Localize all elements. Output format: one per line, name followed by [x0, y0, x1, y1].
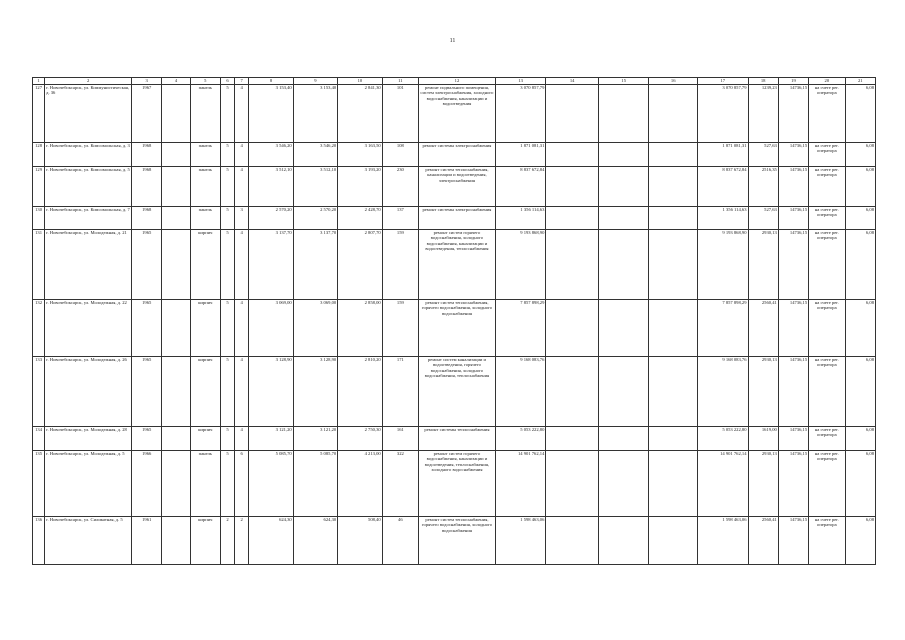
empty-cell: [649, 427, 698, 451]
empty-cell: [598, 300, 649, 357]
empty-cell: [546, 85, 599, 143]
year-cell: 1965: [132, 230, 162, 300]
page-number: 11: [449, 38, 456, 44]
area-cell: 3 121,20: [293, 427, 337, 451]
total-area-cell: 624,30: [249, 517, 293, 565]
floors-cell: 5: [220, 207, 234, 230]
area-cell: 3 128,90: [293, 357, 337, 427]
cost-cell: 1 356 114,63: [495, 207, 546, 230]
column-number-cell: 15: [598, 78, 649, 85]
table-row: [33, 207, 876, 230]
area-cell: 2 570,20: [293, 207, 337, 230]
work-type-cell: ремонт систем горячего водоснабжения, канализации и водоотведения, теплоснабжения, холодного водоснабжения: [419, 451, 496, 517]
column-number-cell: 12: [419, 78, 496, 85]
empty-cell: [162, 300, 190, 357]
column-number-cell: 10: [338, 78, 382, 85]
living-area-cell: 4 213,00: [338, 451, 382, 517]
entrances-cell: 4: [235, 357, 249, 427]
column-number-row: [33, 78, 876, 85]
entrances-cell: 4: [235, 230, 249, 300]
work-type-cell: ремонт систем канализации и водоотведения, горячего водоснабжения, холодного водоснабжения, теплоснабжения: [419, 357, 496, 427]
fund-source-cell: на счете рег. оператора: [809, 517, 845, 565]
column-number-cell: 21: [845, 78, 876, 85]
residents-cell: 159: [382, 230, 418, 300]
entrances-cell: 2: [235, 517, 249, 565]
floors-cell: 5: [220, 85, 234, 143]
fund-source-cell: на счете рег. оператора: [809, 167, 845, 207]
limit-cost-cell: 14736,15: [778, 85, 808, 143]
cost-cell: 7 857 898,29: [495, 300, 546, 357]
column-number-cell: 5: [190, 78, 220, 85]
entrances-cell: 4: [235, 85, 249, 143]
wall-material-cell: кирпич: [190, 357, 220, 427]
floors-cell: 5: [220, 451, 234, 517]
unit-cost-cell: 2930,13: [748, 357, 778, 427]
unit-cost-cell: 1619,00: [748, 427, 778, 451]
table-row: [33, 451, 876, 517]
residents-cell: 171: [382, 357, 418, 427]
empty-cell: [649, 207, 698, 230]
wall-material-cell: панель: [190, 167, 220, 207]
wall-material-cell: панель: [190, 85, 220, 143]
residents-cell: 108: [382, 143, 418, 167]
deadline-cell: 6,08: [845, 357, 876, 427]
unit-cost-cell: 527,63: [748, 143, 778, 167]
empty-cell: [598, 167, 649, 207]
empty-cell: [598, 143, 649, 167]
year-cell: 1967: [132, 85, 162, 143]
empty-cell: [649, 300, 698, 357]
unit-cost-cell: 2560,41: [748, 300, 778, 357]
owner-funds-cell: 1 356 114,63: [697, 207, 748, 230]
empty-cell: [546, 517, 599, 565]
table-row: [33, 517, 876, 565]
row-number-cell: 135: [33, 451, 45, 517]
deadline-cell: 6,08: [845, 207, 876, 230]
empty-cell: [598, 85, 649, 143]
limit-cost-cell: 14736,15: [778, 427, 808, 451]
row-number-cell: 132: [33, 300, 45, 357]
empty-cell: [598, 230, 649, 300]
total-area-cell: 5 085,70: [249, 451, 293, 517]
total-area-cell: 3 137,70: [249, 230, 293, 300]
unit-cost-cell: 2560,41: [748, 517, 778, 565]
year-cell: 1961: [132, 517, 162, 565]
fund-source-cell: на счете рег. оператора: [809, 451, 845, 517]
address-cell: г. Новочебоксарск, ул. Силикатная, д. 5: [45, 517, 132, 565]
entrances-cell: 4: [235, 167, 249, 207]
deadline-cell: 6,08: [845, 85, 876, 143]
work-type-cell: ремонт подвального помещения, систем электроснабжения, холодного водоснабжения, канализации и водоотведения: [419, 85, 496, 143]
fund-source-cell: на счете рег. оператора: [809, 427, 845, 451]
cost-cell: 9 168 083,76: [495, 357, 546, 427]
residents-cell: 161: [382, 427, 418, 451]
column-number-cell: 13: [495, 78, 546, 85]
residents-cell: 230: [382, 167, 418, 207]
total-area-cell: 3 121,20: [249, 427, 293, 451]
total-area-cell: 3 546,20: [249, 143, 293, 167]
wall-material-cell: кирпич: [190, 230, 220, 300]
empty-cell: [598, 517, 649, 565]
owner-funds-cell: 8 837 672,84: [697, 167, 748, 207]
table-row: [33, 300, 876, 357]
work-type-cell: ремонт систем теплоснабжения, канализации и водоотведения, электроснабжения: [419, 167, 496, 207]
table-row: [33, 167, 876, 207]
entrances-cell: 4: [235, 427, 249, 451]
work-type-cell: ремонт систем теплоснабжения, горячего водоснабжения, холодного водоснабжения: [419, 300, 496, 357]
total-area-cell: 2 570,20: [249, 207, 293, 230]
entrances-cell: 4: [235, 300, 249, 357]
living-area-cell: 2 750,30: [338, 427, 382, 451]
work-type-cell: ремонт систем горячего водоснабжения, холодного водоснабжения, канализации и водоотведения, теплоснабжения: [419, 230, 496, 300]
wall-material-cell: панель: [190, 143, 220, 167]
owner-funds-cell: 1 598 463,06: [697, 517, 748, 565]
row-number-cell: 127: [33, 85, 45, 143]
deadline-cell: 6,08: [845, 427, 876, 451]
column-number-cell: 14: [546, 78, 599, 85]
empty-cell: [162, 451, 190, 517]
row-number-cell: 128: [33, 143, 45, 167]
table-row: [33, 230, 876, 300]
owner-funds-cell: 14 901 762,14: [697, 451, 748, 517]
empty-cell: [649, 85, 698, 143]
living-area-cell: 2 858,00: [338, 300, 382, 357]
column-number-cell: 1: [33, 78, 45, 85]
floors-cell: 5: [220, 167, 234, 207]
cost-cell: 1 598 463,06: [495, 517, 546, 565]
table-row: [33, 427, 876, 451]
column-number-cell: 3: [132, 78, 162, 85]
column-number-cell: 8: [249, 78, 293, 85]
floors-cell: 5: [220, 357, 234, 427]
wall-material-cell: панель: [190, 451, 220, 517]
year-cell: 1965: [132, 300, 162, 357]
limit-cost-cell: 14736,15: [778, 167, 808, 207]
year-cell: 1965: [132, 357, 162, 427]
empty-cell: [546, 143, 599, 167]
limit-cost-cell: 14736,15: [778, 207, 808, 230]
floors-cell: 5: [220, 300, 234, 357]
limit-cost-cell: 14736,15: [778, 300, 808, 357]
cost-cell: 3 070 857,79: [495, 85, 546, 143]
empty-cell: [546, 167, 599, 207]
fund-source-cell: на счете рег. оператора: [809, 207, 845, 230]
column-number-cell: 18: [748, 78, 778, 85]
empty-cell: [546, 300, 599, 357]
address-cell: г. Новочебоксарск, ул. Коммунистическая, д. 36: [45, 85, 132, 143]
fund-source-cell: на счете рег. оператора: [809, 300, 845, 357]
deadline-cell: 6,08: [845, 143, 876, 167]
living-area-cell: 2 810,20: [338, 357, 382, 427]
unit-cost-cell: 1239,23: [748, 85, 778, 143]
column-number-cell: 9: [293, 78, 337, 85]
column-number-cell: 7: [235, 78, 249, 85]
empty-cell: [598, 357, 649, 427]
wall-material-cell: панель: [190, 207, 220, 230]
column-number-cell: 16: [649, 78, 698, 85]
living-area-cell: 2 428,70: [338, 207, 382, 230]
residents-cell: 137: [382, 207, 418, 230]
cost-cell: 8 837 672,84: [495, 167, 546, 207]
owner-funds-cell: 3 070 857,79: [697, 85, 748, 143]
total-area-cell: 3 512,10: [249, 167, 293, 207]
wall-material-cell: кирпич: [190, 517, 220, 565]
empty-cell: [649, 357, 698, 427]
owner-funds-cell: 1 871 081,31: [697, 143, 748, 167]
empty-cell: [649, 451, 698, 517]
entrances-cell: 4: [235, 143, 249, 167]
area-cell: 624,30: [293, 517, 337, 565]
unit-cost-cell: 527,63: [748, 207, 778, 230]
empty-cell: [162, 230, 190, 300]
column-number-cell: 19: [778, 78, 808, 85]
entrances-cell: 6: [235, 451, 249, 517]
area-cell: 3 069,00: [293, 300, 337, 357]
limit-cost-cell: 14736,15: [778, 230, 808, 300]
fund-source-cell: на счете рег. оператора: [809, 143, 845, 167]
empty-cell: [649, 143, 698, 167]
empty-cell: [162, 207, 190, 230]
column-number-cell: 11: [382, 78, 418, 85]
floors-cell: 2: [220, 517, 234, 565]
year-cell: 1968: [132, 143, 162, 167]
area-cell: 3 153,40: [293, 85, 337, 143]
address-cell: г. Новочебоксарск, ул. Молодежная, д. 21: [45, 230, 132, 300]
area-cell: 5 085,70: [293, 451, 337, 517]
deadline-cell: 6,08: [845, 451, 876, 517]
owner-funds-cell: 9 193 868,90: [697, 230, 748, 300]
address-cell: г. Новочебоксарск, ул. Комсомольская, д. 5: [45, 167, 132, 207]
row-number-cell: 131: [33, 230, 45, 300]
empty-cell: [162, 517, 190, 565]
empty-cell: [546, 230, 599, 300]
residents-cell: 46: [382, 517, 418, 565]
floors-cell: 5: [220, 230, 234, 300]
table-row: [33, 143, 876, 167]
table-body: [33, 78, 876, 565]
living-area-cell: 2 807,70: [338, 230, 382, 300]
unit-cost-cell: 2930,13: [748, 451, 778, 517]
unit-cost-cell: 2516,35: [748, 167, 778, 207]
deadline-cell: 6,08: [845, 517, 876, 565]
wall-material-cell: кирпич: [190, 427, 220, 451]
empty-cell: [162, 143, 190, 167]
cost-cell: 5 053 222,80: [495, 427, 546, 451]
empty-cell: [598, 451, 649, 517]
area-cell: 3 512,10: [293, 167, 337, 207]
living-area-cell: 508,40: [338, 517, 382, 565]
fund-source-cell: на счете рег. оператора: [809, 357, 845, 427]
empty-cell: [649, 230, 698, 300]
row-number-cell: 130: [33, 207, 45, 230]
row-number-cell: 133: [33, 357, 45, 427]
empty-cell: [649, 517, 698, 565]
owner-funds-cell: 9 168 083,76: [697, 357, 748, 427]
table-row: [33, 357, 876, 427]
empty-cell: [546, 451, 599, 517]
address-cell: г. Новочебоксарск, ул. Комсомольская, д. 3: [45, 143, 132, 167]
owner-funds-cell: 5 053 222,80: [697, 427, 748, 451]
cost-cell: 9 193 868,90: [495, 230, 546, 300]
work-type-cell: ремонт системы электроснабжения: [419, 143, 496, 167]
limit-cost-cell: 14736,15: [778, 143, 808, 167]
wall-material-cell: кирпич: [190, 300, 220, 357]
limit-cost-cell: 14736,15: [778, 451, 808, 517]
work-type-cell: ремонт систем теплоснабжения, горячего водоснабжения, холодного водоснабжения: [419, 517, 496, 565]
year-cell: 1968: [132, 207, 162, 230]
entrances-cell: 3: [235, 207, 249, 230]
unit-cost-cell: 2930,13: [748, 230, 778, 300]
living-area-cell: 3 193,20: [338, 167, 382, 207]
deadline-cell: 6,08: [845, 230, 876, 300]
deadline-cell: 6,08: [845, 300, 876, 357]
residents-cell: 159: [382, 300, 418, 357]
floors-cell: 5: [220, 143, 234, 167]
cost-cell: 1 871 081,31: [495, 143, 546, 167]
empty-cell: [162, 167, 190, 207]
address-cell: г. Новочебоксарск, ул. Молодежная, д. 5: [45, 451, 132, 517]
work-type-cell: ремонт системы теплоснабжения: [419, 427, 496, 451]
residents-cell: 101: [382, 85, 418, 143]
empty-cell: [598, 427, 649, 451]
total-area-cell: 3 069,00: [249, 300, 293, 357]
total-area-cell: 3 128,90: [249, 357, 293, 427]
year-cell: 1965: [132, 427, 162, 451]
column-number-cell: 2: [45, 78, 132, 85]
repair-register-table: [32, 77, 876, 565]
residents-cell: 322: [382, 451, 418, 517]
fund-source-cell: на счете рег. оператора: [809, 85, 845, 143]
limit-cost-cell: 14736,15: [778, 357, 808, 427]
empty-cell: [162, 85, 190, 143]
empty-cell: [649, 167, 698, 207]
living-area-cell: 3 163,50: [338, 143, 382, 167]
cost-cell: 14 901 762,14: [495, 451, 546, 517]
work-type-cell: ремонт системы электроснабжения: [419, 207, 496, 230]
row-number-cell: 129: [33, 167, 45, 207]
year-cell: 1966: [132, 451, 162, 517]
area-cell: 3 546,20: [293, 143, 337, 167]
row-number-cell: 134: [33, 427, 45, 451]
address-cell: г. Новочебоксарск, ул. Молодежная, д. 28: [45, 427, 132, 451]
empty-cell: [546, 427, 599, 451]
empty-cell: [546, 357, 599, 427]
deadline-cell: 6,08: [845, 167, 876, 207]
living-area-cell: 2 841,30: [338, 85, 382, 143]
column-number-cell: 4: [162, 78, 190, 85]
column-number-cell: 20: [809, 78, 845, 85]
table-row: [33, 85, 876, 143]
limit-cost-cell: 14736,15: [778, 517, 808, 565]
address-cell: г. Новочебоксарск, ул. Молодежная, д. 26: [45, 357, 132, 427]
column-number-cell: 6: [220, 78, 234, 85]
row-number-cell: 136: [33, 517, 45, 565]
owner-funds-cell: 7 857 898,29: [697, 300, 748, 357]
empty-cell: [546, 207, 599, 230]
fund-source-cell: на счете рег. оператора: [809, 230, 845, 300]
area-cell: 3 137,70: [293, 230, 337, 300]
empty-cell: [598, 207, 649, 230]
address-cell: г. Новочебоксарск, ул. Молодежная, д. 22: [45, 300, 132, 357]
floors-cell: 5: [220, 427, 234, 451]
total-area-cell: 3 153,40: [249, 85, 293, 143]
year-cell: 1968: [132, 167, 162, 207]
address-cell: г. Новочебоксарск, ул. Комсомольская, д. 7: [45, 207, 132, 230]
empty-cell: [162, 357, 190, 427]
empty-cell: [162, 427, 190, 451]
column-number-cell: 17: [697, 78, 748, 85]
